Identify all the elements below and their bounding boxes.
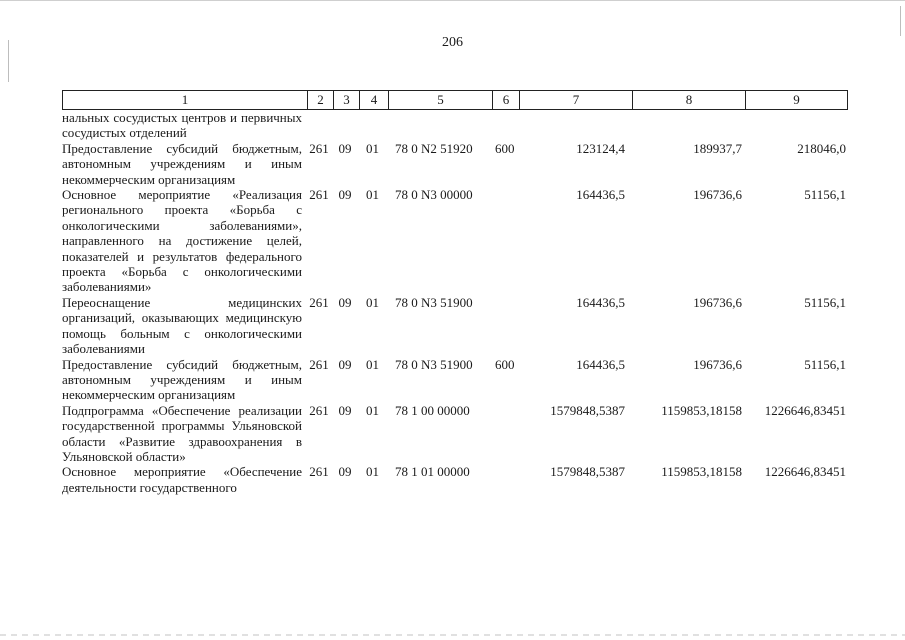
row-amount-col8: 189937,7: [693, 140, 742, 156]
row-section-code: 09: [338, 402, 352, 418]
row-subsection-code: 01: [366, 402, 379, 418]
row-name: Предоставление субсидий бюджетным, автономным учреждениям и иным некоммерческим организациям: [62, 356, 302, 403]
row-section-code: 09: [338, 294, 352, 310]
row-section-code: 09: [338, 464, 352, 480]
header-col-8: 8: [632, 91, 745, 109]
row-name: Основное мероприятие «Реализация регионального проекта «Борьба с онкологическими заболеваниями», направленного на достижение целей, показателей и результатов федерального проекта «Борьба с онкологическими заболеваниями»: [62, 187, 302, 295]
row-target-article: 78 0 N3 51900: [395, 356, 473, 372]
row-target-article: [387, 110, 491, 141]
header-col-9: 9: [745, 91, 847, 109]
row-ministry-code: 261: [309, 464, 329, 480]
row-subsection-code: [358, 110, 387, 141]
row-amount-col9: 51156,1: [804, 294, 846, 310]
scan-edge-top: [0, 0, 905, 1]
page-number: 206: [442, 35, 463, 50]
row-amount-col7: 164436,5: [576, 187, 625, 203]
row-expense-type: 600: [495, 356, 515, 372]
row-ministry-code: 261: [309, 294, 329, 310]
row-amount-col8: 1159853,18158: [661, 402, 742, 418]
row-ministry-code: 261: [309, 356, 329, 372]
row-expense-type: [491, 403, 518, 465]
row-amount-col8: 196736,6: [693, 294, 742, 310]
table-row: [62, 357, 848, 403]
table-body: [62, 110, 848, 495]
row-expense-type: 600: [495, 140, 515, 156]
row-section-code: 09: [338, 356, 352, 372]
header-col-3: 3: [333, 91, 359, 109]
row-expense-type: [491, 295, 518, 357]
row-amount-col8: 196736,6: [693, 187, 742, 203]
row-name: нальных сосудистых центров и первичных сосудистых отделений: [62, 110, 302, 141]
row-ministry-code: 261: [309, 402, 329, 418]
row-section-code: 09: [338, 140, 352, 156]
table-row: [62, 187, 848, 295]
scan-edge-right: [900, 6, 901, 36]
scan-bottom-edge: [0, 634, 905, 636]
row-amount-col9: 218046,0: [797, 140, 846, 156]
row-amount-col9: 51156,1: [804, 356, 846, 372]
row-section-code: 09: [338, 187, 352, 203]
row-expense-type: [491, 110, 518, 141]
row-expense-type: [491, 187, 518, 295]
row-target-article: 78 0 N3 51900: [395, 294, 473, 310]
row-ministry-code: [306, 110, 332, 141]
table-row: [62, 295, 848, 357]
row-amount-col8: 1159853,18158: [661, 464, 742, 480]
row-target-article: 78 0 N2 51920: [395, 140, 473, 156]
row-amount-col9: 1226646,83451: [764, 402, 846, 418]
row-subsection-code: 01: [366, 464, 379, 480]
row-amount-col8: [631, 110, 744, 141]
row-name: Основное мероприятие «Обеспечение деятельности государственного: [62, 464, 302, 495]
row-expense-type: [491, 464, 518, 495]
table-row: [62, 110, 848, 141]
row-ministry-code: 261: [309, 187, 329, 203]
row-name: Переоснащение медицинских организаций, оказывающих медицинскую помощь больным с онкологическими заболеваниями: [62, 294, 302, 357]
row-section-code: [332, 110, 358, 141]
header-col-7: 7: [519, 91, 632, 109]
row-target-article: 78 1 00 00000: [395, 402, 470, 418]
table-row: [62, 403, 848, 465]
header-col-2: 2: [307, 91, 333, 109]
row-amount-col7: 1579848,5387: [550, 464, 625, 480]
header-col-4: 4: [359, 91, 388, 109]
row-name: Подпрограмма «Обеспечение реализации государственной программы Ульяновской области «Развитие здравоохранения в Ульяновской области»: [62, 402, 302, 464]
row-amount-col7: [518, 110, 631, 141]
row-amount-col7: 123124,4: [576, 140, 625, 156]
row-subsection-code: 01: [366, 140, 379, 156]
row-target-article: 78 1 01 00000: [395, 464, 470, 480]
row-amount-col8: 196736,6: [693, 356, 742, 372]
row-amount-col7: 164436,5: [576, 294, 625, 310]
budget-table: [62, 90, 848, 495]
row-name: Предоставление субсидий бюджетным, автономным учреждениям и иным некоммерческим организациям: [62, 140, 302, 187]
row-target-article: 78 0 N3 00000: [395, 187, 473, 203]
table-row: [62, 141, 848, 187]
row-ministry-code: 261: [309, 140, 329, 156]
row-amount-col9: [744, 110, 848, 141]
header-col-6: 6: [492, 91, 519, 109]
row-subsection-code: 01: [366, 294, 379, 310]
row-subsection-code: 01: [366, 356, 379, 372]
header-col-1: 1: [181, 92, 189, 107]
row-amount-col7: 1579848,5387: [550, 402, 625, 418]
row-amount-col9: 51156,1: [804, 187, 846, 203]
row-amount-col9: 1226646,83451: [764, 464, 846, 480]
header-col-5: 5: [388, 91, 492, 109]
row-subsection-code: 01: [366, 187, 379, 203]
table-row: [62, 464, 848, 495]
row-amount-col7: 164436,5: [576, 356, 625, 372]
table-header: [62, 90, 848, 110]
